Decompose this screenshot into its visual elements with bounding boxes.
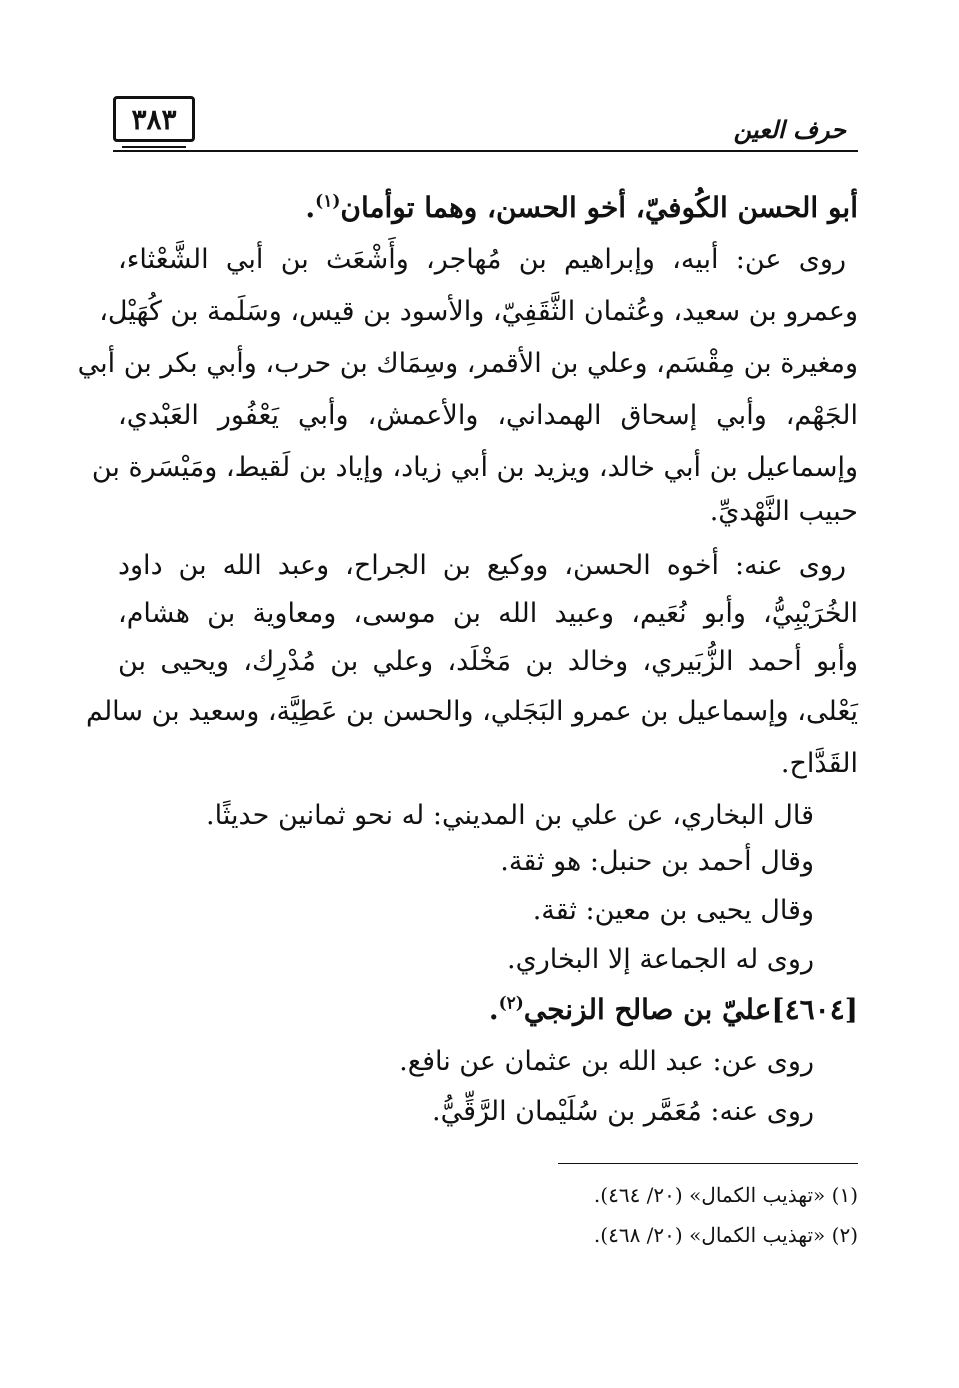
saying-line: وقال يحيى بن معين: ثقة. <box>532 895 814 926</box>
paragraph2-line: روى عنه: أخوه الحسن، ووكيع بن الجراح، وعبد الله بن داود <box>118 550 846 581</box>
paragraph1-line: وعمرو بن سعيد، وعُثمان الثَّقَفِيّ، والأسود بن قيس، وسَلَمة بن كُهَيْل، <box>99 296 858 327</box>
entry-name: عليّ بن صالح الزنجي <box>523 993 772 1026</box>
saying-line: قال البخاري، عن علي بن المديني: له نحو ثمانين حديثًا. <box>206 800 814 831</box>
entry-line: روى عن: عبد الله بن عثمان عن نافع. <box>399 1046 814 1077</box>
running-head: حرف العين <box>733 115 846 144</box>
footnote-2: (٢) «تهذيب الكمال» (٢٠/ ٤٦٨). <box>593 1223 858 1247</box>
entry-heading <box>489 990 858 1030</box>
paragraph1-line: وإسماعيل بن أبي خالد، ويزيد بن أبي زياد، وإياد بن لَقيط، ومَيْسَرة بن <box>91 452 858 483</box>
saying-line: روى له الجماعة إلا البخاري. <box>506 944 814 975</box>
header-rule <box>113 150 858 152</box>
entry-title-line <box>305 188 858 228</box>
paragraph1-line: حبيب النَّهْديِّ. <box>709 496 858 527</box>
page-number <box>113 96 195 142</box>
entry-heading-tail: . <box>488 993 499 1026</box>
entry-title-tail: . <box>305 191 316 224</box>
paragraph1-line: الجَهْم، وأبي إسحاق الهمداني، والأعمش، وأبي يَعْفُور العَبْدي، <box>118 400 858 431</box>
footnote-rule <box>558 1163 858 1164</box>
paragraph1-line: روى عن: أبيه، وإبراهيم بن مُهاجر، وأَشْعَث بن أبي الشَّعْثاء، <box>118 244 846 275</box>
footnote-ref-1[interactable]: (١) <box>315 191 341 212</box>
footnote-ref-2[interactable]: (٢) <box>498 993 524 1014</box>
paragraph2-line: وأبو أحمد الزُّبَيري، وخالد بن مَخْلَد، وعلي بن مُدْرِك، ويحيى بن <box>118 646 858 677</box>
entry-line: روى عنه: مُعَمَّر بن سُلَيْمان الرَّقِّيُّ. <box>431 1096 814 1127</box>
paragraph2-line: يَعْلى، وإسماعيل بن عمرو البَجَلي، والحسن بن عَطِيَّة، وسعيد بن سالم <box>85 696 858 727</box>
paragraph1-line: ومغيرة بن مِقْسَم، وعلي بن الأقمر، وسِمَاك بن حرب، وأبي بكر بن أبي <box>77 348 858 379</box>
page-number-text: ٣٨٣ <box>131 102 177 136</box>
footnote-1: (١) «تهذيب الكمال» (٢٠/ ٤٦٤). <box>593 1183 858 1207</box>
paragraph2-line: القَدَّاح. <box>780 748 858 779</box>
entry-number: [٤٦٠٤] <box>771 993 858 1026</box>
paragraph2-line: الخُرَيْبِيُّ، وأبو نُعَيم، وعبيد الله بن موسى، ومعاوية بن هشام، <box>118 598 858 629</box>
saying-line: وقال أحمد بن حنبل: هو ثقة. <box>500 846 814 877</box>
entry-title-text: أبو الحسن الكُوفيّ، أخو الحسن، وهما توأمان <box>340 191 858 224</box>
